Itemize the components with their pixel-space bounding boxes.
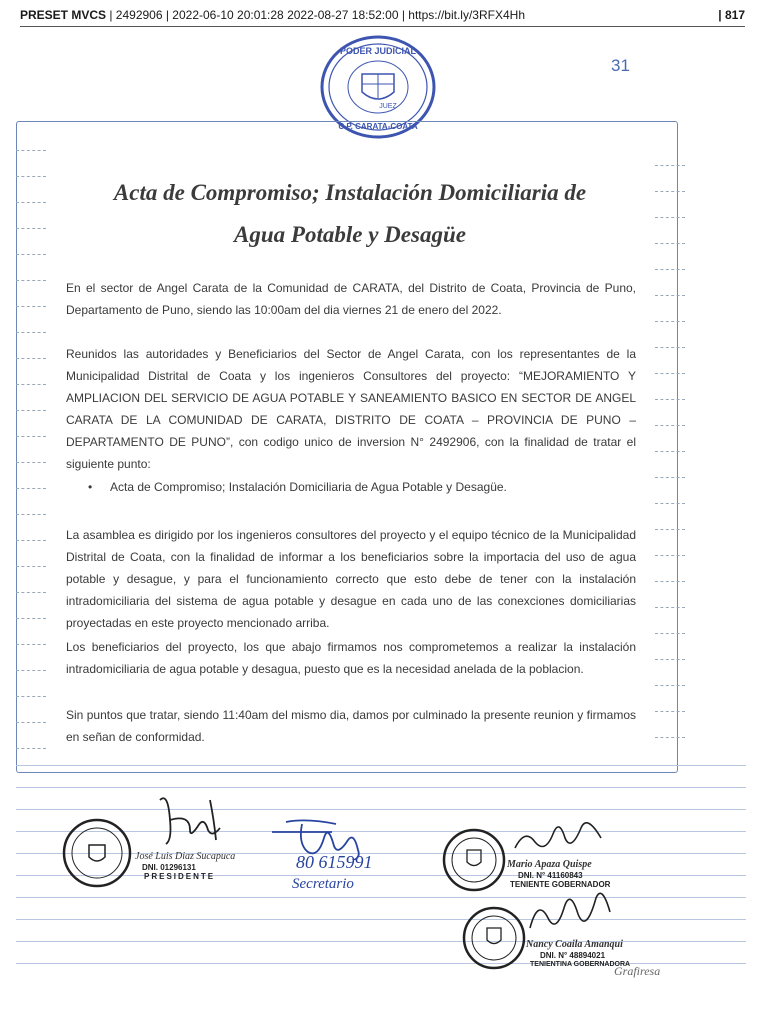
comunidad-seal <box>60 818 134 888</box>
paragraph-attendees: Reunidos las autoridades y Beneficiarios del Sector de Angel Carata, con los representantes de la Municipalidad Distrital de Coata y los ingenieros Consultores del proyecto: “MEJORAMIENTO Y AMPLIACION DEL SERVICIO DE AGUA POTABLE Y SANEAMIENTO BASICO EN SECTOR DE ANGEL CARATA DE LA COMUNIDAD DE CARATA, DISTRITO DE COATA – PROVINCIA DE PUNO – DEPARTAMENTO DE PUNO”, con codigo unico de inversion N° 2492906, con la finalidad de tratar el siguiente punto: <box>66 347 636 471</box>
signature-1-role: PRESIDENTE <box>144 872 216 881</box>
signature-4-name: Nancy Coaila Amanqui <box>526 939 623 950</box>
seal-top-line2: C.P. CARATA-COATA <box>338 122 418 131</box>
title-line-2: Agua Potable y Desagüe <box>234 222 466 247</box>
paragraph-commitment: Los beneficiarios del proyecto, los que abajo firmamos nos comprometemos a realizar la instalación intradomiciliaria de agua potable y desagua, puesto que es la necesidad anelada de la poblacion. <box>66 640 636 676</box>
signature-1-dni: DNI. 01296131 <box>142 863 196 872</box>
ministerio-seal-1 <box>440 828 508 892</box>
header-page: | 817 <box>718 8 745 22</box>
agenda-item: • Acta de Compromiso; Instalación Domiciliaria de Agua Potable y Desagüe. <box>88 480 507 494</box>
grafiresa-watermark: Grafiresa <box>614 964 661 978</box>
signature-3-name: Mario Apaza Quispe <box>507 859 592 870</box>
header-source: PRESET MVCS | 2492906 | 2022-06-10 20:01:28 2022-08-27 18:52:00 | https://bit.ly/3RFX4Hh <box>20 8 525 22</box>
paragraph-location: En el sector de Angel Carata de la Comunidad de CARATA, del Distrito de Coata, Provincia de Puno, Departamento de Puno, siendo las 10:00am del dia viernes 21 de enero del 2022. <box>66 281 636 317</box>
paragraph-assembly: La asamblea es dirigido por los ingenieros consultores del proyecto y el equipo técnico de la Municipalidad Distrital de Coata, con la finalidad de informar a los beneficiarios sobre la importacia del uso de agua potable y desague, y para el funcionamiento correcto que esto debe de tener con la instalación intradomiciliaria del sistema de agua potable y desague en cada uno de las conexciones domiciliarias proyectadas en este proyecto mencionado arriba. <box>66 528 636 630</box>
ministerio-seal-2 <box>460 906 528 970</box>
signature-3-role: TENIENTE GOBERNADOR <box>510 880 611 889</box>
signature-4-scribble <box>520 888 630 943</box>
paragraph-closing: Sin puntos que tratar, siendo 11:40am del mismo dia, damos por culminado la presente reunion y firmamos en señan de conformidad. <box>66 708 636 744</box>
left-ruled-margin <box>16 150 46 774</box>
signature-3-dni: DNI. N° 41160843 <box>518 871 583 880</box>
title-line-1: Acta de Compromiso; Instalación Domiciliaria de <box>113 180 587 205</box>
signature-2-number: 80 615991 <box>296 852 373 872</box>
document-title <box>60 172 640 256</box>
signature-4-role: TENIENTINA GOBERNADORA <box>530 961 631 968</box>
seal-top-inner: JUEZ <box>379 103 397 110</box>
signature-1-name: José Luis Diaz Sucapuca <box>135 851 236 862</box>
right-ruled-margin <box>655 165 685 763</box>
page-number: 31 <box>611 56 630 75</box>
seal-top-line1: PODER JUDICIAL <box>339 46 417 56</box>
document-header-bar <box>20 6 745 27</box>
signature-2-role: Secretario <box>292 876 354 892</box>
agenda-item-text: Acta de Compromiso; Instalación Domiciliaria de Agua Potable y Desagüe. <box>110 480 507 494</box>
signature-4-dni: DNI. N° 48894021 <box>540 951 606 960</box>
signature-1-scribble <box>140 790 240 850</box>
signature-3-scribble <box>505 808 615 863</box>
